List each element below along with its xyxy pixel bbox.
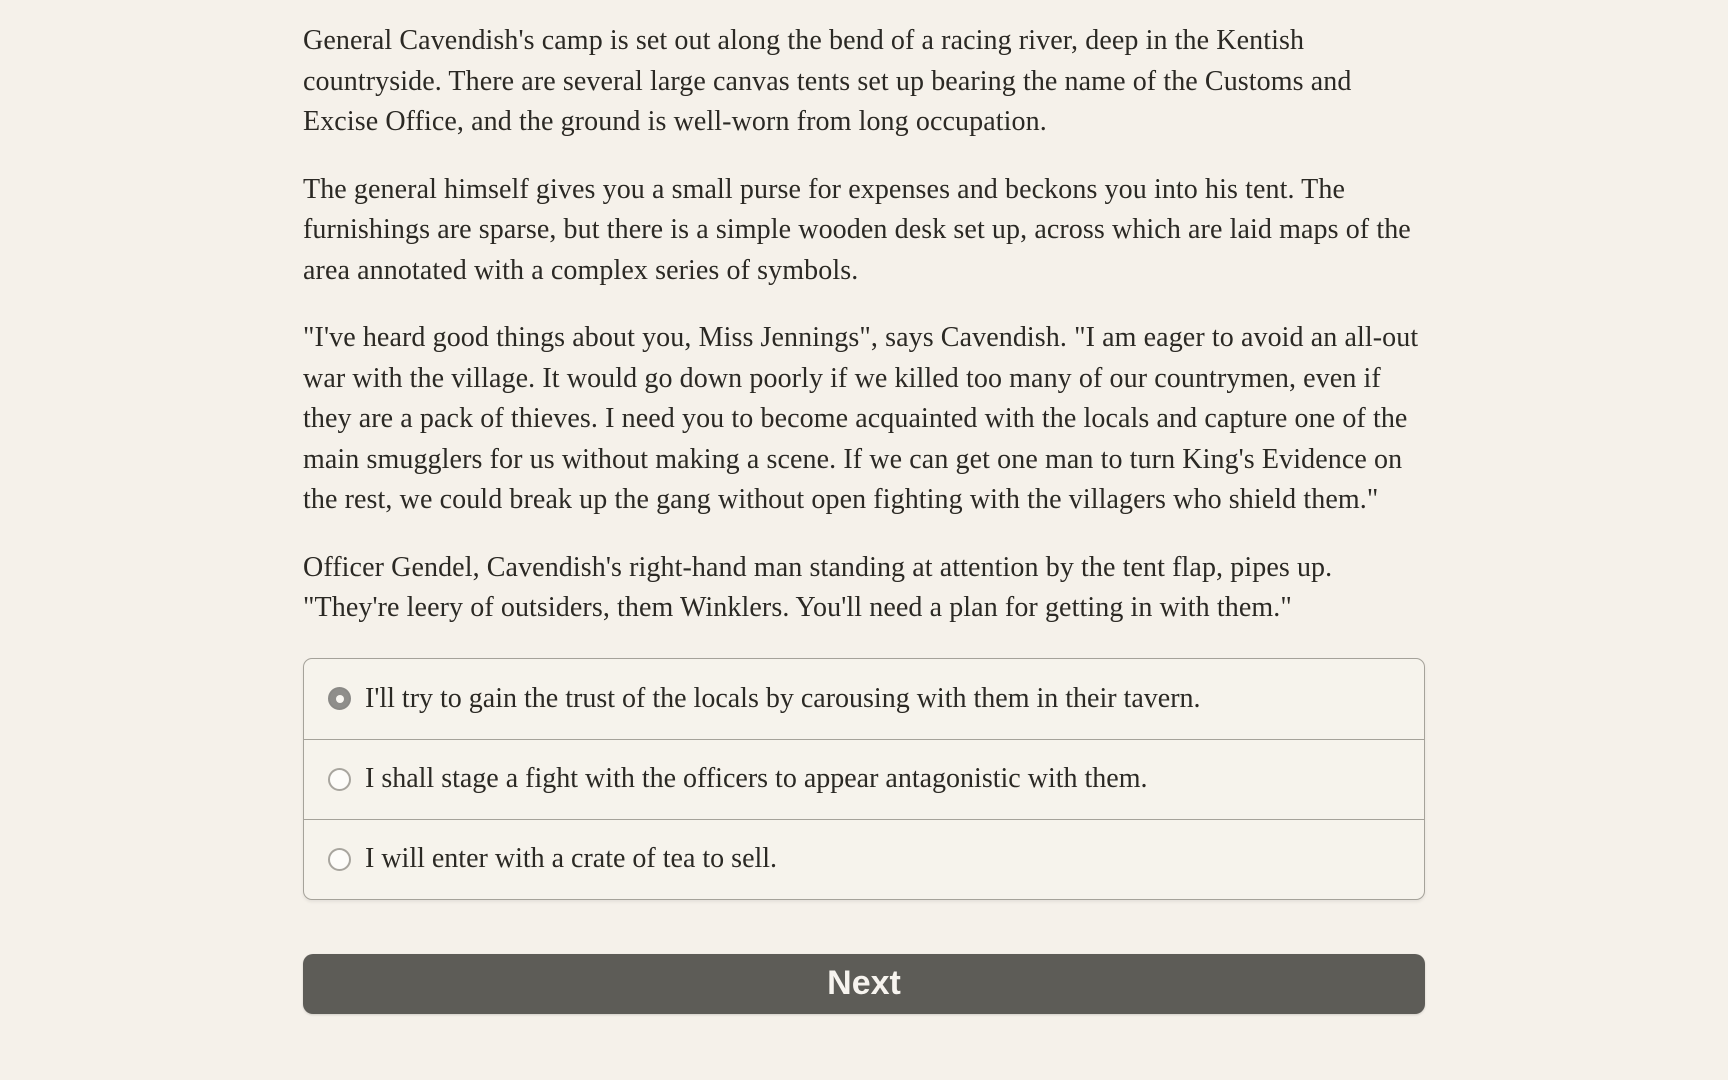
story-content-column: [303, 0, 1425, 1014]
radio-button-icon[interactable]: [328, 768, 351, 791]
choice-option-stage-fight[interactable]: [304, 739, 1424, 819]
story-paragraph: Officer Gendel, Cavendish's right-hand man standing at attention by the tent flap, pipes up. "They're leery of outsiders, them Winklers. You'll need a plan for getting in with them.": [303, 551, 1333, 623]
story-text: [303, 21, 1425, 629]
choice-label: I will enter with a crate of tea to sell.: [365, 843, 778, 874]
story-paragraph: The general himself gives you a small purse for expenses and beckons you into his tent. The furnishings are sparse, but there is a simple wooden desk set up, across which are laid maps of the area annotated with a complex series of symbols.: [303, 173, 1411, 286]
next-button[interactable]: Next: [303, 954, 1425, 1014]
story-paragraph: General Cavendish's camp is set out along the bend of a racing river, deep in the Kentish countryside. There are several large canvas tents set up bearing the name of the Customs and Excise Office, and the ground is well-worn from long occupation.: [303, 25, 1352, 137]
radio-button-icon[interactable]: [328, 848, 351, 871]
choice-option-tavern[interactable]: [304, 659, 1424, 739]
choice-group: [303, 658, 1425, 900]
story-paragraph: "I've heard good things about you, Miss Jennings", says Cavendish. "I am eager to avoid an all-out war with the village. It would go down poorly if we killed too many of our countrymen, even if they are a pack of thieves. I need you to become acquainted with the locals and capture one of the main smugglers for us without making a scene. If we can get one man to turn King's Evidence on the rest, we could break up the gang without open fighting with the villagers who shield them.": [303, 322, 1419, 515]
choice-label: I shall stage a fight with the officers to appear antagonistic with them.: [365, 763, 1148, 794]
choice-option-crate-of-tea[interactable]: [304, 819, 1424, 899]
radio-button-icon[interactable]: [328, 687, 351, 710]
choice-label: I'll try to gain the trust of the locals by carousing with them in their tavern.: [365, 682, 1201, 714]
